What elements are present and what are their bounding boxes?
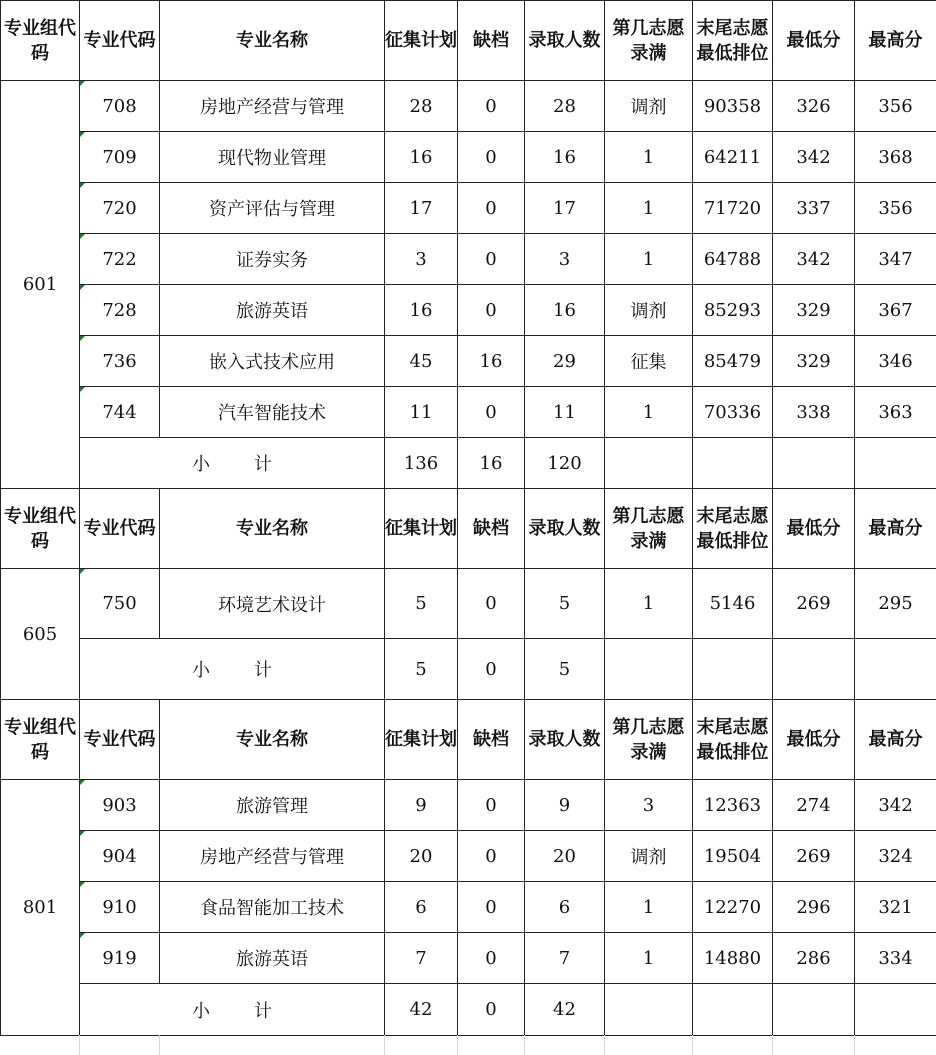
shortfall-cell: 0 <box>458 780 525 831</box>
header-plan: 征集计划 <box>385 1 458 81</box>
empty-cell <box>855 984 936 1036</box>
admitted-cell: 11 <box>525 387 605 438</box>
shortfall-cell: 0 <box>458 234 525 285</box>
major-name-cell: 食品智能加工技术 <box>160 882 385 933</box>
major-code-cell: 720 <box>80 183 160 234</box>
header-major-code: 专业代码 <box>80 700 160 780</box>
min-score-cell: 286 <box>773 933 855 984</box>
header-major-name: 专业名称 <box>160 1 385 81</box>
max-score-cell: 295 <box>855 569 936 639</box>
plan-cell: 16 <box>385 132 458 183</box>
table-row <box>1 387 936 438</box>
header-major-code: 专业代码 <box>80 489 160 569</box>
group-code-cell: 801 <box>1 780 80 1036</box>
subtotal-label-char: 小 <box>192 454 210 475</box>
header-major-name: 专业名称 <box>160 700 385 780</box>
table-row <box>1 569 936 639</box>
table-row <box>1 81 936 132</box>
header-shortfall: 缺档 <box>458 700 525 780</box>
max-score-cell: 367 <box>855 285 936 336</box>
major-name-cell: 证券实务 <box>160 234 385 285</box>
shortfall-cell: 0 <box>458 569 525 639</box>
table-row <box>1 933 936 984</box>
max-score-cell: 321 <box>855 882 936 933</box>
plan-cell: 20 <box>385 831 458 882</box>
empty-cell <box>773 438 855 489</box>
choice-filled-cell: 1 <box>605 387 693 438</box>
admitted-cell: 20 <box>525 831 605 882</box>
group-code-cell: 601 <box>1 81 80 489</box>
choice-filled-cell: 1 <box>605 933 693 984</box>
last-rank-cell: 85479 <box>693 336 773 387</box>
plan-cell: 7 <box>385 933 458 984</box>
table-row <box>1 780 936 831</box>
subtotal-plan: 42 <box>385 984 458 1036</box>
plan-cell: 28 <box>385 81 458 132</box>
shortfall-cell: 0 <box>458 831 525 882</box>
shortfall-cell: 0 <box>458 285 525 336</box>
subtotal-shortfall: 0 <box>458 984 525 1036</box>
header-last-rank: 末尾志愿最低排位 <box>693 700 773 780</box>
major-name-cell: 旅游管理 <box>160 780 385 831</box>
major-code-cell: 904 <box>80 831 160 882</box>
last-rank-cell: 70336 <box>693 387 773 438</box>
last-rank-cell: 64788 <box>693 234 773 285</box>
major-code-cell: 919 <box>80 933 160 984</box>
empty-cell <box>693 438 773 489</box>
empty-cell <box>773 639 855 700</box>
major-name-cell: 汽车智能技术 <box>160 387 385 438</box>
empty-cell <box>693 639 773 700</box>
admitted-cell: 16 <box>525 132 605 183</box>
subtotal-admitted: 42 <box>525 984 605 1036</box>
major-name-cell: 环境艺术设计 <box>160 569 385 639</box>
min-score-cell: 337 <box>773 183 855 234</box>
max-score-cell: 368 <box>855 132 936 183</box>
header-last-rank: 末尾志愿最低排位 <box>693 489 773 569</box>
subtotal-admitted: 120 <box>525 438 605 489</box>
subtotal-shortfall: 0 <box>458 639 525 700</box>
table-row <box>1 183 936 234</box>
subtotal-plan: 136 <box>385 438 458 489</box>
choice-filled-cell: 调剂 <box>605 285 693 336</box>
plan-cell: 5 <box>385 569 458 639</box>
choice-filled-cell: 1 <box>605 569 693 639</box>
header-shortfall: 缺档 <box>458 1 525 81</box>
header-max-score: 最高分 <box>855 489 936 569</box>
choice-filled-cell: 1 <box>605 183 693 234</box>
header-min-score: 最低分 <box>773 700 855 780</box>
header-row <box>1 700 936 780</box>
max-score-cell: 324 <box>855 831 936 882</box>
header-row <box>1 489 936 569</box>
min-score-cell: 329 <box>773 336 855 387</box>
last-rank-cell: 19504 <box>693 831 773 882</box>
header-min-score: 最低分 <box>773 1 855 81</box>
shortfall-cell: 16 <box>458 336 525 387</box>
table-body <box>1 1 936 1036</box>
last-rank-cell: 14880 <box>693 933 773 984</box>
admitted-cell: 29 <box>525 336 605 387</box>
shortfall-cell: 0 <box>458 183 525 234</box>
empty-cell <box>773 984 855 1036</box>
header-major-name: 专业名称 <box>160 489 385 569</box>
subtotal-row <box>1 639 936 700</box>
max-score-cell: 334 <box>855 933 936 984</box>
min-score-cell: 338 <box>773 387 855 438</box>
major-name-cell: 房地产经营与管理 <box>160 81 385 132</box>
last-rank-cell: 12270 <box>693 882 773 933</box>
header-admitted: 录取人数 <box>525 489 605 569</box>
empty-cell <box>855 639 936 700</box>
min-score-cell: 342 <box>773 132 855 183</box>
table-row <box>1 336 936 387</box>
max-score-cell: 346 <box>855 336 936 387</box>
subtotal-shortfall: 16 <box>458 438 525 489</box>
last-rank-cell: 71720 <box>693 183 773 234</box>
shortfall-cell: 0 <box>458 387 525 438</box>
header-group-code: 专业组代码 <box>1 1 80 81</box>
choice-filled-cell: 3 <box>605 780 693 831</box>
max-score-cell: 342 <box>855 780 936 831</box>
header-admitted: 录取人数 <box>525 1 605 81</box>
plan-cell: 6 <box>385 882 458 933</box>
min-score-cell: 296 <box>773 882 855 933</box>
subtotal-row <box>1 984 936 1036</box>
major-code-cell: 708 <box>80 81 160 132</box>
max-score-cell: 363 <box>855 387 936 438</box>
plan-cell: 3 <box>385 234 458 285</box>
admitted-cell: 3 <box>525 234 605 285</box>
min-score-cell: 269 <box>773 569 855 639</box>
header-plan: 征集计划 <box>385 700 458 780</box>
shortfall-cell: 0 <box>458 81 525 132</box>
subtotal-admitted: 5 <box>525 639 605 700</box>
admitted-cell: 5 <box>525 569 605 639</box>
plan-cell: 9 <box>385 780 458 831</box>
table-row <box>1 882 936 933</box>
plan-cell: 17 <box>385 183 458 234</box>
choice-filled-cell: 1 <box>605 132 693 183</box>
major-name-cell: 旅游英语 <box>160 933 385 984</box>
header-shortfall: 缺档 <box>458 489 525 569</box>
empty-cell <box>693 984 773 1036</box>
major-name-cell: 资产评估与管理 <box>160 183 385 234</box>
choice-filled-cell: 1 <box>605 234 693 285</box>
empty-cell <box>855 438 936 489</box>
major-code-cell: 910 <box>80 882 160 933</box>
group-code-cell: 605 <box>1 569 80 700</box>
header-max-score: 最高分 <box>855 1 936 81</box>
last-rank-cell: 90358 <box>693 81 773 132</box>
header-last-rank: 末尾志愿最低排位 <box>693 1 773 81</box>
major-code-cell: 736 <box>80 336 160 387</box>
major-code-cell: 750 <box>80 569 160 639</box>
last-rank-cell: 5146 <box>693 569 773 639</box>
subtotal-label-char: 计 <box>254 454 272 475</box>
min-score-cell: 342 <box>773 234 855 285</box>
min-score-cell: 269 <box>773 831 855 882</box>
major-code-cell: 728 <box>80 285 160 336</box>
header-group-code: 专业组代码 <box>1 700 80 780</box>
max-score-cell: 356 <box>855 183 936 234</box>
choice-filled-cell: 1 <box>605 882 693 933</box>
subtotal-label-char: 小 <box>192 660 210 681</box>
subtotal-label <box>80 639 385 700</box>
header-group-code: 专业组代码 <box>1 489 80 569</box>
header-row <box>1 1 936 81</box>
last-rank-cell: 12363 <box>693 780 773 831</box>
table-row <box>1 831 936 882</box>
choice-filled-cell: 调剂 <box>605 831 693 882</box>
plan-cell: 16 <box>385 285 458 336</box>
shortfall-cell: 0 <box>458 933 525 984</box>
table-row <box>1 234 936 285</box>
empty-cell <box>605 984 693 1036</box>
min-score-cell: 274 <box>773 780 855 831</box>
major-name-cell: 现代物业管理 <box>160 132 385 183</box>
shortfall-cell: 0 <box>458 132 525 183</box>
last-rank-cell: 64211 <box>693 132 773 183</box>
header-admitted: 录取人数 <box>525 700 605 780</box>
subtotal-label-char: 计 <box>254 1000 272 1022</box>
major-code-cell: 722 <box>80 234 160 285</box>
subtotal-label <box>80 438 385 489</box>
empty-cell <box>605 639 693 700</box>
empty-cell <box>605 438 693 489</box>
subtotal-label <box>80 984 385 1036</box>
header-choice-filled: 第几志愿录满 <box>605 700 693 780</box>
subtotal-plan: 5 <box>385 639 458 700</box>
header-choice-filled: 第几志愿录满 <box>605 489 693 569</box>
major-name-cell: 旅游英语 <box>160 285 385 336</box>
admitted-cell: 9 <box>525 780 605 831</box>
max-score-cell: 356 <box>855 81 936 132</box>
admitted-cell: 16 <box>525 285 605 336</box>
header-plan: 征集计划 <box>385 489 458 569</box>
last-rank-cell: 85293 <box>693 285 773 336</box>
max-score-cell: 347 <box>855 234 936 285</box>
shortfall-cell: 0 <box>458 882 525 933</box>
plan-cell: 11 <box>385 387 458 438</box>
sheet-gridline-strip <box>0 1035 936 1055</box>
header-choice-filled: 第几志愿录满 <box>605 1 693 81</box>
header-max-score: 最高分 <box>855 700 936 780</box>
major-code-cell: 744 <box>80 387 160 438</box>
major-name-cell: 嵌入式技术应用 <box>160 336 385 387</box>
subtotal-label-char: 小 <box>192 1000 210 1022</box>
choice-filled-cell: 征集 <box>605 336 693 387</box>
table-row <box>1 285 936 336</box>
admitted-cell: 7 <box>525 933 605 984</box>
major-code-cell: 903 <box>80 780 160 831</box>
subtotal-label-char: 计 <box>254 660 272 681</box>
choice-filled-cell: 调剂 <box>605 81 693 132</box>
min-score-cell: 329 <box>773 285 855 336</box>
header-min-score: 最低分 <box>773 489 855 569</box>
admitted-cell: 17 <box>525 183 605 234</box>
major-name-cell: 房地产经营与管理 <box>160 831 385 882</box>
plan-cell: 45 <box>385 336 458 387</box>
major-code-cell: 709 <box>80 132 160 183</box>
table-row <box>1 132 936 183</box>
header-major-code: 专业代码 <box>80 1 160 81</box>
admitted-cell: 28 <box>525 81 605 132</box>
subtotal-row <box>1 438 936 489</box>
min-score-cell: 326 <box>773 81 855 132</box>
admitted-cell: 6 <box>525 882 605 933</box>
